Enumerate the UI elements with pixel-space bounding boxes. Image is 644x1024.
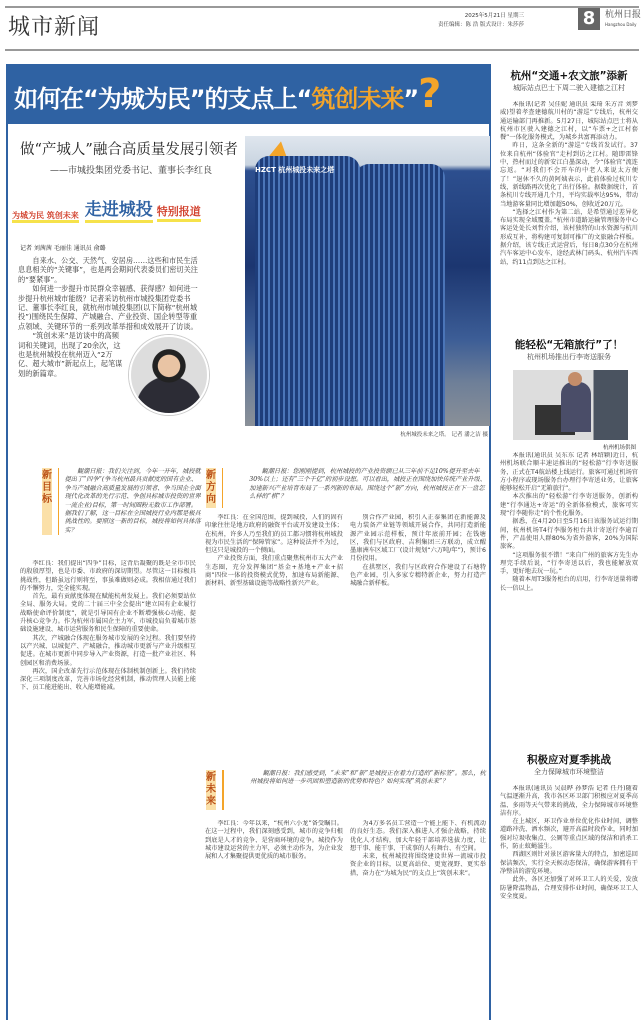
series-logo (12, 195, 201, 223)
section-title: 城市新闻 (8, 15, 101, 40)
paragraph: 产业投资方面，我们重点聚焦杭州市五大产业生态圈，充分发挥集团“基金+基地+产业+招商”四位一体的投资模式优势，加速布局新能源、新材料、新型基础设施等战略性新兴产业。 (205, 555, 343, 588)
answer-column-5 (350, 820, 486, 1020)
paragraph: 本报讯(通讯员 吴晨晔 孙梦浩 记者 任丹)随着气温逐渐升高，我市各区环卫部门积极应对夏季高温、多雨等天气带来的挑战，全力保障城市环境整洁有序。 (500, 785, 638, 817)
paragraph: 未来，杭州城投将围绕建设世界一流城市投资企业的目标，以更高站位、更宽视野、更实举措，奋力在“为城为民”的支点上“筑创未来”。 (350, 853, 486, 877)
accent-bar (58, 468, 59, 535)
header-rule (5, 49, 639, 51)
story-subhead: 全力保障城市环境整洁 (534, 768, 604, 776)
page-number: 8 (578, 8, 600, 30)
question-text: 観潮日报：我们感受到，“未来”和“新”是城投正在着力打造的“新标签”。那么，杭州城投将如何进一步巩固和塑造新的优势和特色？如何实现“筑创未来”？ (250, 770, 486, 786)
paragraph: 据悉，在4月20日至5月16日该服务试运行期间，杭州机场T4行李服务柜台共计寄送行李逾百件，产品使用人群80%为省外游客，20%为国际旅客。 (500, 518, 638, 551)
question-block-2 (206, 468, 486, 508)
paragraph: 李红良：今年以来，“杭州六小龙”备受瞩目。在这一过程中，我们深刻感受到，城市的竞争归根到底是人才的竞争、是营商环境的竞争。城投作为城市建设运营的主力军，必须主动作为，为企业发展和人才集聚提供更优质的城市服务。 (205, 820, 343, 861)
luggage-photo (513, 370, 628, 440)
question-mark: ? (418, 71, 441, 117)
answer-column-3 (350, 514, 486, 764)
story-headline: 能轻松“无箱旅行”了！ (514, 339, 624, 351)
paragraph: “筑创未来”是访谈中的高频词和关键词，出现了20余次，这也是杭州城投在杭州迈入“2万亿、超大城市”新起点上，起笔谋划的新篇章。 (18, 331, 123, 378)
question-text: 観潮日报：我们关注到，今年一开年，城投就提出了“四争”(争当杭州最具贡献度的国有企业、争当产城融合高质量发展的引领者、争当国企全面现代化改革的先行示范、争创具标城市投资的世界一流企业)目标，第一时间圈粉无数市工作部署。据我们了解，这一目标在全国城投行业内都是极具挑战性的。要照这一新的目标，城投将如何具体落实？ (64, 468, 201, 534)
story-body (500, 785, 638, 1017)
paper-logo (605, 10, 641, 30)
paragraph: 本报讯(记者 吴佳妮 通讯员 栾琦 朱方音 刘梦威)望着孝查建德航川村的“游巡”专线后，杭州交通运输部门再推新。5月27日，城际站点巴士将从杭州市区驶入建德之江村，以“车票+之江村套餐”一体化服务模式，为城乡共富再添动力。 (500, 101, 638, 142)
question-block-3 (206, 770, 486, 810)
tower-sign: HZCT 杭州城投未来之塔 (255, 166, 335, 174)
paragraph: 如何进一步提升市民群众幸福感、获得感？如何进一步提升杭州城市能级？记者采访杭州市城投集团党委书记、董事长李红良，就杭州市城投集团(以下简称“杭州城投”)围绕民生保障、产城融合、产业投资、国企转型等重点领域、关键环节的一系列改革举措和成效展开了访谈。 (18, 284, 198, 331)
paragraph: 随着本周T3服务柜台的启用，行李寄送量将增长一倍以上。 (500, 576, 638, 592)
subtitle: 做“产城人”融合高质量发展引领者 (20, 142, 238, 158)
paragraph: 为4万多名员工营造一个能上能下、有机流动的良好生态。我们深入推进人才强企战略，持续优化人才结构，加大年轻干部培养选拔力度，让想干事、能干事、干成事的人有舞台、有空间。 (350, 820, 486, 852)
page-meta (438, 12, 524, 30)
headline-highlight: 筑创未来 (311, 85, 404, 113)
tower-right (355, 164, 445, 426)
intro-text (18, 256, 203, 415)
portrait-photo (129, 335, 209, 415)
accent-bar (222, 770, 224, 810)
paragraph: “这项服务很不错！”来自广州的旅客方先生办理完手续后说，“行李寄送以后，我也能解放双手，更好地去玩一玩。” (500, 551, 638, 576)
paragraph: 西湖区则针对景区游客量大的特点，加密巡回保洁频次，实行全天候动态保洁，确保游客拥有干净整洁的游览环境。 (500, 851, 638, 875)
tower-left (255, 156, 360, 426)
tower-photo (245, 136, 490, 426)
paragraph: 其次，产城融合体现在服务城市发展的全过程。我们要坚持以产兴城、以城促产、产城融合，推动城市更新与产业升级相互促进。在城市更新中同步导入产业资源，打造一批产业社区、科创园区和消费场景。 (20, 634, 196, 667)
byline: 记者 刘茜茜 毛丽佳 通讯员 俞璐 (20, 245, 106, 252)
story-body (500, 101, 638, 349)
paper-name: 杭州日报 (605, 10, 642, 20)
paragraph: 再次，国企改革先行示范体现在体制机制创新上。我们持续深化三项制度改革，完善市场化经营机制，推动管理人员能上能下、员工能进能出、收入能增能减。 (20, 667, 196, 692)
paper-name-en: Hangzhou Daily (605, 22, 637, 27)
story-transport (500, 68, 638, 349)
float-spacer (202, 256, 203, 335)
series-name: 走进城投 (85, 195, 153, 223)
top-rule (5, 6, 639, 8)
paragraph: 李红良：我们提出“四争”目标，这背后凝聚的既是全市市民的殷殷厚望，也是市委、市政府的深切期望。尽管这一目标极具挑战性，但路虽远行则将至，事虽难做则必成。我相信通过我们的不懈努力，完全能实现。 (20, 560, 196, 592)
series-slogan: 为城为民 筑创未来 (12, 212, 79, 223)
answer-column-4 (205, 820, 343, 1020)
answer-column-2 (205, 514, 343, 764)
story-airport (500, 337, 638, 362)
question-block-1 (42, 468, 202, 535)
headline-part: 如何在“为城为民”的支点上“ (14, 85, 312, 113)
story-body (500, 452, 638, 744)
issue-date: 2025年5月21日 星期三 (464, 13, 524, 19)
paragraph: 自来水、公交、天然气、安居房……这些和市民生活息息相关的“关键事”，也是两会期间代表委员们密切关注的“要紧事”。 (18, 256, 198, 284)
section-label: 新方向 (206, 468, 216, 508)
paragraph: 在上城区，环卫作业单位优化作业时间，调整道路冲洗、洒水频次，避开高温时段作业，同时加强对垃圾收集点、公厕等重点区域的保洁和消杀工作，防止蚊蝇滋生。 (500, 818, 638, 851)
story-sanitation (500, 752, 638, 1017)
staff-figure (561, 382, 591, 432)
interviewee: ——市城投集团党委书记、董事长李红良 (50, 166, 213, 176)
photo-caption: 杭州机场供图 (602, 445, 636, 451)
section-label: 新目标 (42, 468, 52, 535)
section-label: 新未来 (206, 770, 216, 810)
paragraph: 别合作产业园，积引入正泰集团在新能源及电力装备产业链等领域开展合作，共同打造新能源产业园示范样板，预计年底前开园；在钱塘区，我们与区政府、吉利集团三方联动，成立醒墨康洲车区域工厂(设计规划“六万吨/年”)，预计6月份投用。 (350, 514, 486, 563)
headline-part: ” (403, 85, 419, 113)
paragraph: 本次推出的“轻松游”行李寄送服务，创新构建“行李通达+寄运”的全新体验模式，旅客可实现“行李随你走”的个性化服务。 (500, 493, 638, 518)
staff-head (568, 372, 582, 386)
story-subhead: 城际站点巴士下周二驶入建德之江村 (513, 84, 625, 92)
editors: 责任编辑：陈 浩 版式设计：朱莎莎 (438, 22, 524, 28)
question-text: 観潮日报：您刚刚提到，杭州城投的产业投资额已从三年前不足10%提升至去年30%以上；还有“三个千亿”的初步设想。可以看出，城投正在围绕加快传统产业升级、加速新兴产业培育布局了一系列新的布局。围绕这个“新”方向，杭州城投正在下一盘怎么样的“棋”？ (249, 468, 486, 501)
paragraph: 首先，最有贡献度体现在赋能杭州发展上。我们必须要站位全局、服务大局。党的二十届三中全会提出“建立国有企业履行战略使命评价制度”，就是引导国有企业不断增强核心功能、提升核心竞争力。作为杭州市属国企主力军，市城投肩负着城市基础设施建设、城市运营服务和民生保障的重要使命。 (20, 593, 196, 634)
series-tag: 特别报道 (157, 203, 201, 222)
paragraph: “选择之江村作为第二站，是希望通过差异化布局实现全域覆盖。”杭州市道路运输管理服务中心客运处处长刘哲介绍，该村独特的山水资源与杭川形成互补，将构建可复制可推广的文旅融合样板。据介绍，该专线正式运营后，每日8点30分在杭州汽车客运中心发车，途经武林门码头、杭州汽车西站，约11点到达之江村。 (500, 208, 638, 266)
story-subhead: 杭州机场推出行李寄送服务 (527, 353, 611, 361)
paragraph: 本报讯(通讯员 吴东东 记者 林绍颖)近日，杭州机场联合顺丰速运推出的“轻松游”行李寄送服务，正式在T4航站楼上线运行。旅客可通过机场官方小程序或现场服务台办理行李寄送业务，让旅客能够轻松开启“无箱旅行”。 (500, 452, 638, 493)
answer-column-1 (20, 560, 196, 1020)
paragraph: 昨日，这条全新的“游巡”专线首发试行。37位来自杭州“体验官”走村到访之江村。随即雷锋中，热村而过的新安江白墨深动，令“体验官”流连忘返。“对我们不会开车的中老人来说太方便了！”退休不久的黄阿姨表示，此前体验过杭川专线，新线路再次优化了出行体验。据数据统计，首条杭川专线开通几个月，平均实载率达95%，带动当地游客量同比增加超50%，创收近20万元。 (500, 142, 638, 208)
paragraph: 在拱墅区，我们与区政府合作建设了石塘特色产业园，引入多家专精特新企业，努力打造产城融合新样板。 (350, 563, 486, 588)
main-headline (6, 64, 491, 124)
photo-caption: 杭州城投未来之塔。 记者 潘之洁 摄 (400, 432, 488, 438)
accent-bar (222, 468, 223, 508)
paragraph: 李红良：在全国范围，提到城投，人们的固有印象往往是地方政府的融资平台或开发建设主体；在杭州，许多人乃至我们的员工都习惯将杭州城投视为市民生活的“保障管家”。这种说法并不为过，但这只是城投的一个侧面。 (205, 514, 343, 555)
paragraph: 此外，各区还加强了对环卫工人的关爱，发放防暑降温物品，合理安排作业时间，确保环卫工人安全度夏。 (500, 876, 638, 900)
story-headline: 杭州“交通+农文旅”添新 (510, 70, 628, 82)
story-headline: 积极应对夏季挑战 (527, 754, 611, 766)
